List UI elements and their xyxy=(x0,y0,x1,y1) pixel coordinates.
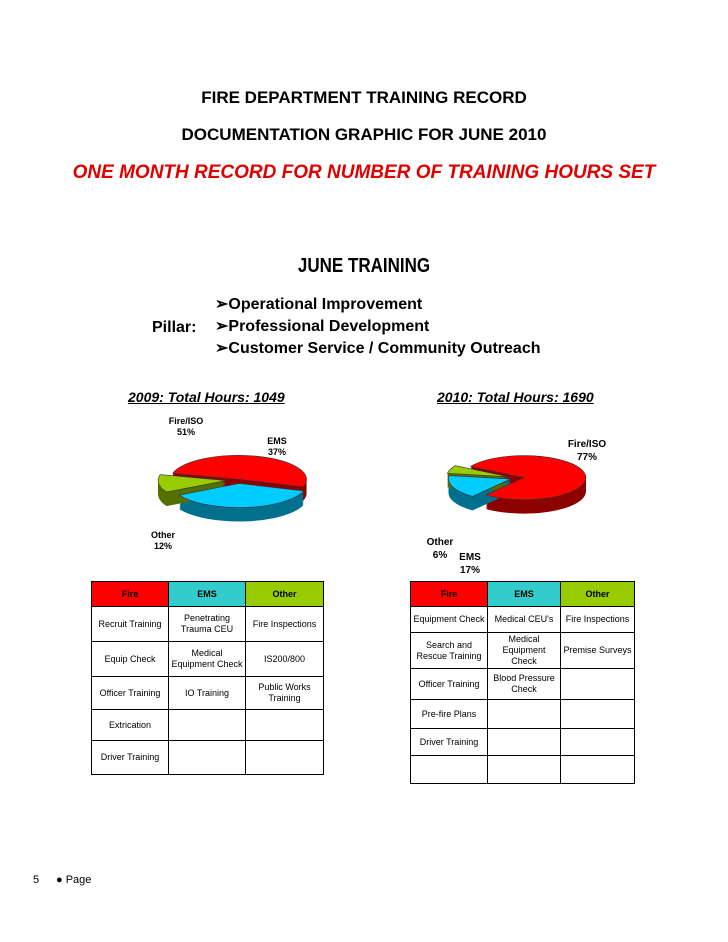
header-other: Other xyxy=(246,582,324,607)
table-cell: IS200/800 xyxy=(246,642,324,677)
category-label: EMS xyxy=(267,436,287,446)
table-cell xyxy=(169,741,246,775)
chart-2010-pie xyxy=(440,440,600,540)
table-cell xyxy=(411,756,488,784)
table-cell: Medical CEU's xyxy=(488,607,561,633)
table-cell: Fire Inspections xyxy=(246,607,324,642)
header-ems: EMS xyxy=(169,582,246,607)
table-cell: Search and Rescue Training xyxy=(411,633,488,669)
table-cell: Officer Training xyxy=(411,669,488,700)
table-cell xyxy=(169,710,246,741)
pillar-label: Pillar: xyxy=(152,319,197,336)
table-cell xyxy=(488,700,561,729)
table-cell: Premise Surveys xyxy=(561,633,635,669)
table-row xyxy=(92,607,324,642)
table-row xyxy=(411,669,635,700)
chart-2009-pie xyxy=(150,440,330,540)
table-row xyxy=(92,642,324,677)
section-title: JUNE TRAINING xyxy=(297,255,431,277)
table-row xyxy=(411,633,635,669)
percent-label: 12% xyxy=(153,541,172,551)
record-heading: ONE MONTH RECORD FOR NUMBER OF TRAINING HOURS SET xyxy=(72,162,656,183)
category-label: Other xyxy=(150,530,175,540)
category-label: EMS xyxy=(459,552,481,563)
table-cell: Equip Check xyxy=(92,642,169,677)
table-cell: Medical Equipment Check xyxy=(488,633,561,669)
pillar-item: ➢Professional Development xyxy=(215,318,430,335)
table-cell: Pre-fire Plans xyxy=(411,700,488,729)
table-cell: IO Training xyxy=(169,677,246,710)
category-label: Fire/ISO xyxy=(567,439,607,450)
page-label: ● Page xyxy=(56,874,92,886)
table-cell xyxy=(246,710,324,741)
category-label: Other xyxy=(426,537,454,548)
table-cell: Public Works Training xyxy=(246,677,324,710)
document-subtitle: DOCUMENTATION GRAPHIC FOR JUNE 2010 xyxy=(181,125,547,144)
table-row xyxy=(411,756,635,784)
table-cell: Fire Inspections xyxy=(561,607,635,633)
table-cell: Penetrating Trauma CEU xyxy=(169,607,246,642)
table-cell xyxy=(561,669,635,700)
table-cell: Extrication xyxy=(92,710,169,741)
percent-label: 37% xyxy=(267,447,286,457)
table-row xyxy=(411,607,635,633)
pillar-item: ➢Operational Improvement xyxy=(215,296,423,313)
header-fire: Fire xyxy=(411,582,488,607)
table-cell xyxy=(561,729,635,756)
table-row xyxy=(411,729,635,756)
chart-2009-title: 2009: Total Hours: 1049 xyxy=(128,389,285,405)
table-row xyxy=(92,710,324,741)
table-cell: Driver Training xyxy=(92,741,169,775)
category-label: Fire/ISO xyxy=(168,416,204,426)
table-cell xyxy=(561,756,635,784)
header-fire: Fire xyxy=(92,582,169,607)
header-ems: EMS xyxy=(488,582,561,607)
document-title: FIRE DEPARTMENT TRAINING RECORD xyxy=(201,88,527,107)
table-2009 xyxy=(91,581,324,775)
table-cell xyxy=(246,741,324,775)
table-cell: Medical Equipment Check xyxy=(169,642,246,677)
header-other: Other xyxy=(561,582,635,607)
pillar-item: ➢Customer Service / Community Outreach xyxy=(215,340,541,357)
table-cell xyxy=(561,700,635,729)
table-cell xyxy=(488,729,561,756)
table-cell: Officer Training xyxy=(92,677,169,710)
table-2010 xyxy=(410,581,635,784)
page-number: 5 xyxy=(33,874,40,886)
table-cell: Driver Training xyxy=(411,729,488,756)
table-cell xyxy=(488,756,561,784)
table-cell: Recruit Training xyxy=(92,607,169,642)
percent-label: 51% xyxy=(176,427,195,437)
pillar-list xyxy=(215,294,541,360)
table-row xyxy=(411,700,635,729)
chart-2010-title: 2010: Total Hours: 1690 xyxy=(437,389,594,405)
table-row xyxy=(92,677,324,710)
table-cell: Equipment Check xyxy=(411,607,488,633)
chart-2010-label-ems xyxy=(455,551,485,577)
percent-label: 77% xyxy=(576,452,597,463)
table-row xyxy=(92,741,324,775)
percent-label: 6% xyxy=(432,550,448,561)
chart-2009-label-fire xyxy=(166,416,206,438)
table-cell: Blood Pressure Check xyxy=(488,669,561,700)
percent-label: 17% xyxy=(459,565,480,576)
